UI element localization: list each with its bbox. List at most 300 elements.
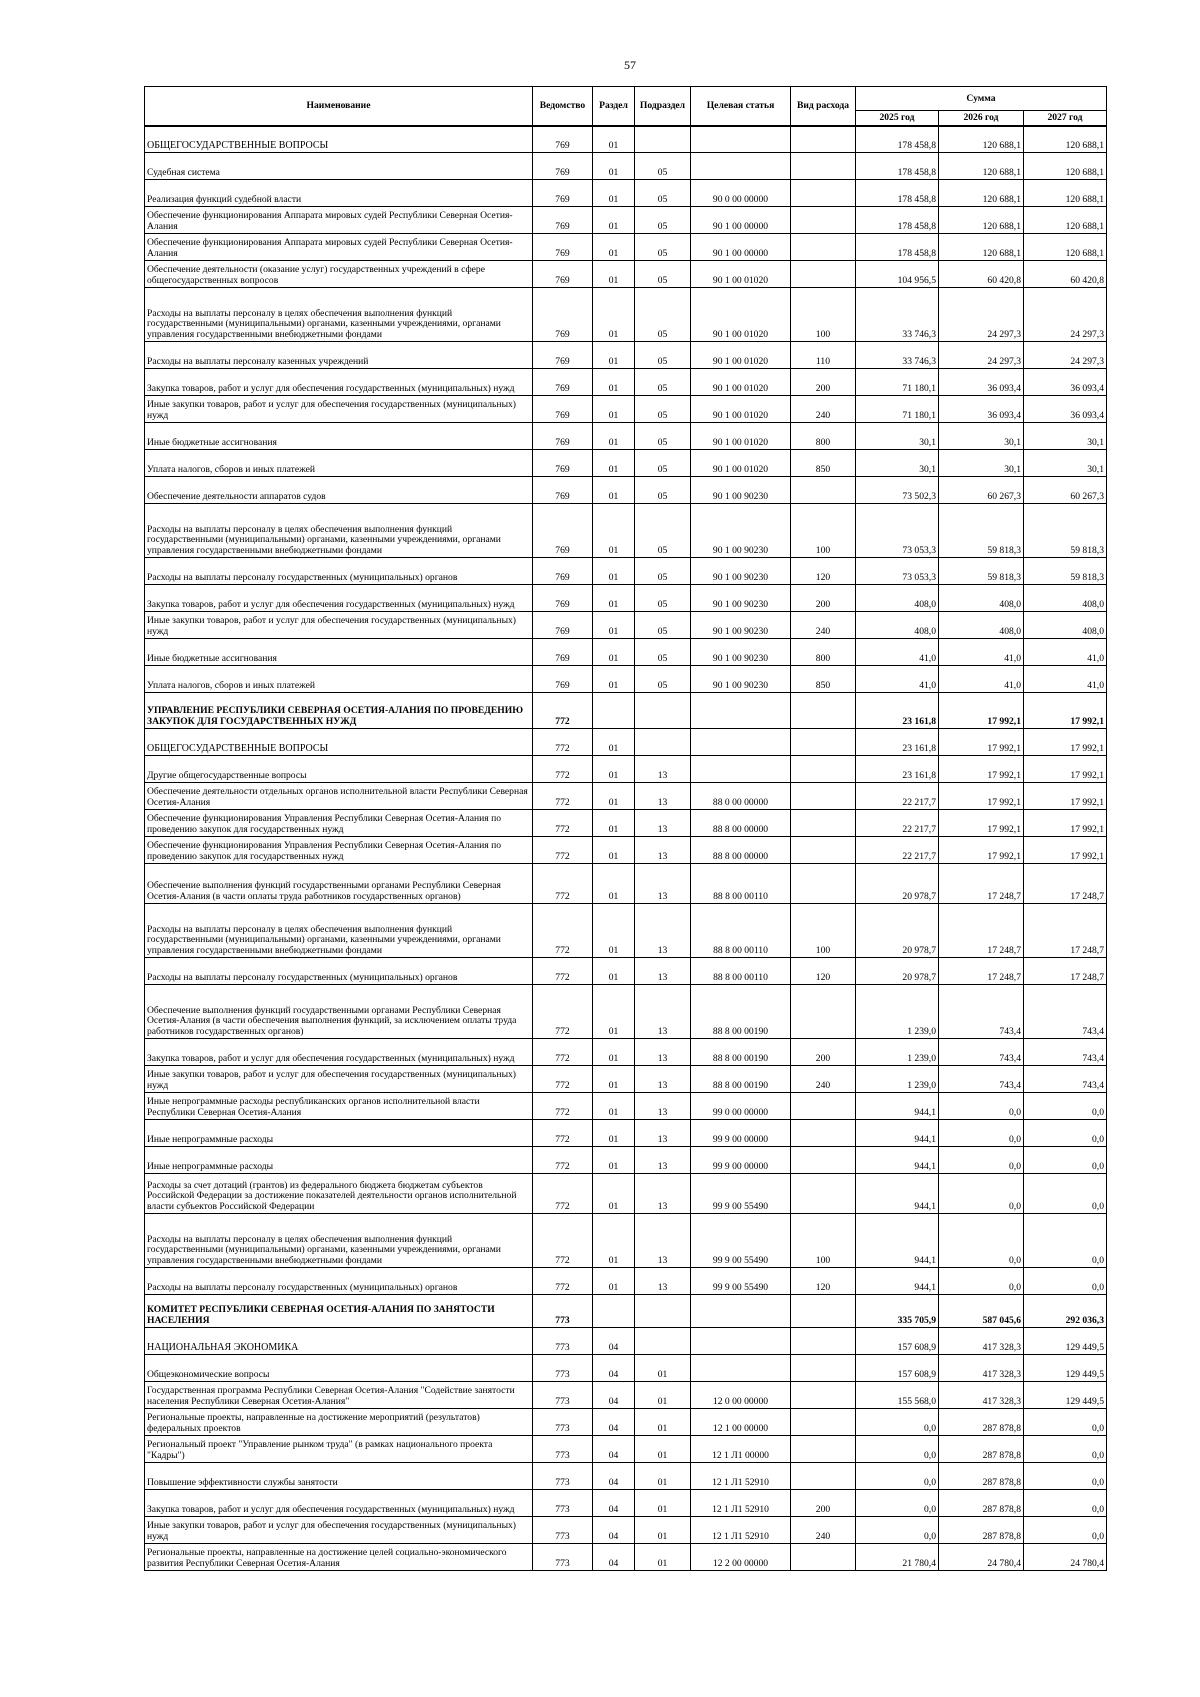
row-amount-2025: 23 161,8 [856,729,939,756]
row-name: Уплата налогов, сборов и иных платежей [145,450,533,477]
row-dept: 773 [533,1490,593,1517]
row-amount-2026: 587 045,6 [939,1295,1024,1328]
row-name: Иные закупки товаров, работ и услуг для обеспечения государственных (муниципальных) нужд [145,1517,533,1544]
table-row [145,1490,1107,1517]
row-amount-2027: 30,1 [1024,450,1107,477]
row-amount-2027: 292 036,3 [1024,1295,1107,1328]
table-row [145,756,1107,783]
row-amount-2025: 22 217,7 [856,810,939,837]
row-amount-2027: 17 248,7 [1024,864,1107,904]
row-amount-2027: 60 420,8 [1024,261,1107,288]
row-amount-2025: 20 978,7 [856,958,939,985]
row-subsection: 13 [635,1093,691,1120]
row-target: 12 2 00 00000 [691,1544,791,1571]
row-dept: 773 [533,1295,593,1328]
row-subsection: 05 [635,234,691,261]
table-row [145,585,1107,612]
row-subsection: 05 [635,450,691,477]
row-amount-2025: 944,1 [856,1093,939,1120]
table-row [145,1120,1107,1147]
row-amount-2025: 22 217,7 [856,837,939,864]
row-expense-type: 800 [791,423,856,450]
table-body [145,126,1107,1571]
row-expense-type [791,1295,856,1328]
row-section: 01 [593,234,635,261]
row-amount-2026: 41,0 [939,666,1024,693]
row-section: 01 [593,1174,635,1214]
header-section: Раздел [593,87,635,126]
row-amount-2027: 0,0 [1024,1214,1107,1268]
row-amount-2027: 743,4 [1024,1066,1107,1093]
row-name: Закупка товаров, работ и услуг для обеспечения государственных (муниципальных) нужд [145,585,533,612]
row-amount-2025: 944,1 [856,1120,939,1147]
row-amount-2025: 944,1 [856,1174,939,1214]
row-target: 90 1 00 01020 [691,450,791,477]
row-amount-2026: 17 992,1 [939,693,1024,729]
row-target: 99 9 00 00000 [691,1120,791,1147]
table-row [145,1295,1107,1328]
row-amount-2026: 408,0 [939,585,1024,612]
row-dept: 769 [533,585,593,612]
row-target: 99 9 00 00000 [691,1147,791,1174]
row-subsection: 01 [635,1355,691,1382]
row-dept: 772 [533,1066,593,1093]
row-amount-2025: 22 217,7 [856,783,939,810]
row-amount-2025: 0,0 [856,1517,939,1544]
header-dept: Ведомство [533,87,593,126]
row-amount-2025: 30,1 [856,423,939,450]
row-expense-type [791,126,856,153]
table-row [145,288,1107,342]
row-expense-type: 100 [791,504,856,558]
row-section: 01 [593,1093,635,1120]
row-subsection: 05 [635,666,691,693]
row-target: 88 8 00 00000 [691,810,791,837]
table-row [145,126,1107,153]
row-amount-2025: 178 458,8 [856,207,939,234]
row-subsection: 05 [635,558,691,585]
header-sum: Сумма [856,87,1107,111]
row-expense-type: 800 [791,639,856,666]
row-target: 12 1 Л1 52910 [691,1463,791,1490]
row-name: Расходы на выплаты персоналу в целях обеспечения выполнения функций государственными (муниципальными) органами, казенными учреждениями, органами управления государственными внебюджетными фондами [145,1214,533,1268]
row-amount-2025: 23 161,8 [856,756,939,783]
table-row [145,729,1107,756]
row-name: Закупка товаров, работ и услуг для обеспечения государственных (муниципальных) нужд [145,1490,533,1517]
row-subsection: 13 [635,1066,691,1093]
row-expense-type [791,756,856,783]
row-name: НАЦИОНАЛЬНАЯ ЭКОНОМИКА [145,1328,533,1355]
row-name: Закупка товаров, работ и услуг для обеспечения государственных (муниципальных) нужд [145,1039,533,1066]
row-target [691,1328,791,1355]
row-amount-2027: 0,0 [1024,1409,1107,1436]
row-name: Иные закупки товаров, работ и услуг для обеспечения государственных (муниципальных) нужд [145,1066,533,1093]
row-subsection: 13 [635,904,691,958]
row-section: 01 [593,153,635,180]
row-target: 90 1 00 00000 [691,234,791,261]
table-row [145,369,1107,396]
row-target: 90 1 00 01020 [691,288,791,342]
row-amount-2027: 17 992,1 [1024,837,1107,864]
row-amount-2026: 417 328,3 [939,1355,1024,1382]
row-expense-type: 850 [791,666,856,693]
row-section: 04 [593,1409,635,1436]
row-subsection: 05 [635,423,691,450]
row-amount-2025: 408,0 [856,612,939,639]
row-amount-2026: 287 878,8 [939,1409,1024,1436]
row-amount-2025: 104 956,5 [856,261,939,288]
table-row [145,558,1107,585]
header-2027: 2027 год [1024,111,1107,126]
row-amount-2027: 0,0 [1024,1490,1107,1517]
row-amount-2025: 944,1 [856,1268,939,1295]
table-row [145,693,1107,729]
row-amount-2027: 743,4 [1024,1039,1107,1066]
row-subsection: 01 [635,1436,691,1463]
row-amount-2027: 120 688,1 [1024,180,1107,207]
row-expense-type [791,180,856,207]
row-subsection: 01 [635,1382,691,1409]
row-expense-type: 200 [791,369,856,396]
row-amount-2025: 1 239,0 [856,1066,939,1093]
row-amount-2026: 59 818,3 [939,558,1024,585]
row-name: Иные закупки товаров, работ и услуг для обеспечения государственных (муниципальных) нужд [145,396,533,423]
row-section: 01 [593,639,635,666]
row-expense-type [791,234,856,261]
row-amount-2027: 120 688,1 [1024,126,1107,153]
row-subsection: 01 [635,1409,691,1436]
row-target: 99 9 00 55490 [691,1214,791,1268]
row-amount-2025: 178 458,8 [856,234,939,261]
row-amount-2027: 17 992,1 [1024,729,1107,756]
row-target [691,693,791,729]
row-name: Расходы на выплаты персоналу государственных (муниципальных) органов [145,1268,533,1295]
row-amount-2025: 20 978,7 [856,864,939,904]
row-target: 90 1 00 90230 [691,504,791,558]
row-dept: 769 [533,126,593,153]
row-name: Обеспечение функционирования Управления Республики Северная Осетия-Алания по проведению закупок для государственных нужд [145,810,533,837]
row-expense-type [791,1120,856,1147]
row-target: 12 1 Л1 00000 [691,1436,791,1463]
row-expense-type: 100 [791,288,856,342]
row-subsection: 05 [635,342,691,369]
row-amount-2026: 743,4 [939,1066,1024,1093]
row-name: Реализация функций судебной власти [145,180,533,207]
row-amount-2026: 287 878,8 [939,1436,1024,1463]
row-section: 01 [593,864,635,904]
row-name: Расходы на выплаты персоналу государственных (муниципальных) органов [145,958,533,985]
row-amount-2026: 0,0 [939,1147,1024,1174]
row-section: 01 [593,369,635,396]
row-amount-2026: 30,1 [939,450,1024,477]
row-target: 88 8 00 00000 [691,837,791,864]
row-subsection: 13 [635,1120,691,1147]
row-section [593,1295,635,1328]
table-row [145,837,1107,864]
row-target [691,1295,791,1328]
row-section: 01 [593,666,635,693]
row-target: 90 1 00 90230 [691,585,791,612]
row-amount-2026: 287 878,8 [939,1463,1024,1490]
row-target: 88 8 00 00110 [691,904,791,958]
row-section: 01 [593,1120,635,1147]
row-dept: 772 [533,1147,593,1174]
row-target: 88 8 00 00190 [691,1066,791,1093]
row-amount-2025: 1 239,0 [856,1039,939,1066]
row-dept: 772 [533,1093,593,1120]
row-expense-type [791,693,856,729]
table-row [145,1382,1107,1409]
row-name: Иные бюджетные ассигнования [145,423,533,450]
row-amount-2026: 24 297,3 [939,342,1024,369]
row-amount-2027: 24 297,3 [1024,342,1107,369]
table-row [145,477,1107,504]
row-amount-2026: 41,0 [939,639,1024,666]
row-amount-2027: 0,0 [1024,1174,1107,1214]
row-name: Обеспечение деятельности отдельных органов исполнительной власти Республики Северная Осетия-Алания [145,783,533,810]
row-subsection [635,1328,691,1355]
row-amount-2027: 17 248,7 [1024,958,1107,985]
row-dept: 772 [533,810,593,837]
row-amount-2027: 30,1 [1024,423,1107,450]
row-target: 90 1 00 01020 [691,261,791,288]
row-amount-2026: 17 992,1 [939,810,1024,837]
row-target: 90 1 00 00000 [691,207,791,234]
row-amount-2025: 21 780,4 [856,1544,939,1571]
table-row [145,1268,1107,1295]
row-expense-type [791,864,856,904]
row-subsection: 05 [635,180,691,207]
row-amount-2026: 120 688,1 [939,207,1024,234]
row-name: Расходы на выплаты персоналу в целях обеспечения выполнения функций государственными (муниципальными) органами, казенными учреждениями, органами управления государственными внебюджетными фондами [145,288,533,342]
row-amount-2027: 24 297,3 [1024,288,1107,342]
row-name: Региональный проект "Управление рынком труда" (в рамках национального проекта "Кадры") [145,1436,533,1463]
row-subsection: 01 [635,1544,691,1571]
row-expense-type: 240 [791,1066,856,1093]
row-dept: 769 [533,639,593,666]
row-expense-type [791,1174,856,1214]
row-section: 01 [593,783,635,810]
row-amount-2027: 36 093,4 [1024,396,1107,423]
row-subsection: 05 [635,207,691,234]
row-amount-2027: 59 818,3 [1024,558,1107,585]
row-subsection: 13 [635,1039,691,1066]
row-section: 04 [593,1490,635,1517]
row-expense-type [791,1544,856,1571]
row-subsection: 13 [635,783,691,810]
row-amount-2025: 178 458,8 [856,153,939,180]
row-section: 01 [593,261,635,288]
row-dept: 772 [533,693,593,729]
row-target: 12 1 Л1 52910 [691,1490,791,1517]
row-name: Уплата налогов, сборов и иных платежей [145,666,533,693]
row-expense-type: 240 [791,1517,856,1544]
row-dept: 769 [533,153,593,180]
page-number: 57 [624,58,636,72]
table-row [145,450,1107,477]
row-amount-2027: 17 248,7 [1024,904,1107,958]
row-subsection: 05 [635,369,691,396]
row-dept: 772 [533,1214,593,1268]
row-amount-2027: 60 267,3 [1024,477,1107,504]
row-dept: 772 [533,1039,593,1066]
row-section: 01 [593,810,635,837]
row-amount-2027: 0,0 [1024,1436,1107,1463]
row-section: 04 [593,1436,635,1463]
row-target [691,756,791,783]
row-section: 04 [593,1517,635,1544]
row-amount-2026: 417 328,3 [939,1328,1024,1355]
row-name: КОМИТЕТ РЕСПУБЛИКИ СЕВЕРНАЯ ОСЕТИЯ-АЛАНИЯ ПО ЗАНЯТОСТИ НАСЕЛЕНИЯ [145,1295,533,1328]
row-dept: 769 [533,423,593,450]
row-name: Другие общегосударственные вопросы [145,756,533,783]
row-dept: 773 [533,1355,593,1382]
row-target: 12 0 00 00000 [691,1382,791,1409]
row-amount-2026: 17 992,1 [939,783,1024,810]
row-name: ОБЩЕГОСУДАРСТВЕННЫЕ ВОПРОСЫ [145,729,533,756]
row-amount-2027: 17 992,1 [1024,693,1107,729]
row-section: 04 [593,1328,635,1355]
row-name: Обеспечение выполнения функций государственными органами Республики Северная Осетия-Алания (в части обеспечения выполнения функций, за исключением оплаты труда работников государственных органов) [145,985,533,1039]
row-target: 90 1 00 01020 [691,423,791,450]
row-name: Иные непрограммные расходы [145,1120,533,1147]
row-subsection: 05 [635,612,691,639]
row-subsection: 13 [635,1268,691,1295]
header-2025: 2025 год [856,111,939,126]
table-row [145,1328,1107,1355]
row-expense-type: 240 [791,612,856,639]
row-amount-2025: 178 458,8 [856,126,939,153]
row-amount-2025: 335 705,9 [856,1295,939,1328]
row-dept: 772 [533,837,593,864]
row-section: 04 [593,1355,635,1382]
row-name: Иные непрограммные расходы республиканских органов исполнительной власти Республики Северная Осетия-Алания [145,1093,533,1120]
row-section: 01 [593,450,635,477]
row-expense-type [791,1409,856,1436]
row-amount-2026: 17 248,7 [939,904,1024,958]
row-amount-2025: 0,0 [856,1436,939,1463]
row-amount-2025: 178 458,8 [856,180,939,207]
row-section: 04 [593,1544,635,1571]
row-target: 90 1 00 01020 [691,342,791,369]
row-target: 88 8 00 00190 [691,1039,791,1066]
row-amount-2027: 408,0 [1024,585,1107,612]
table-row [145,396,1107,423]
row-section: 01 [593,558,635,585]
row-name: Расходы за счет дотаций (грантов) из федерального бюджета бюджетам субъектов Российской Федерации за достижение показателей деятельности органов исполнительной власти субъектов Российской Федерации [145,1174,533,1214]
row-section: 01 [593,1039,635,1066]
row-section: 01 [593,1147,635,1174]
table-row [145,342,1107,369]
row-section: 01 [593,477,635,504]
row-amount-2026: 60 420,8 [939,261,1024,288]
row-expense-type: 200 [791,585,856,612]
row-amount-2027: 17 992,1 [1024,756,1107,783]
row-target: 90 1 00 01020 [691,396,791,423]
row-expense-type: 200 [791,1490,856,1517]
table-row [145,612,1107,639]
row-amount-2027: 41,0 [1024,666,1107,693]
row-name: Региональные проекты, направленные на достижение мероприятий (результатов) федеральных проектов [145,1409,533,1436]
row-target [691,729,791,756]
row-target: 90 0 00 00000 [691,180,791,207]
row-expense-type: 100 [791,904,856,958]
row-dept: 773 [533,1517,593,1544]
row-amount-2026: 30,1 [939,423,1024,450]
row-subsection [635,729,691,756]
row-section: 01 [593,1214,635,1268]
row-dept: 772 [533,729,593,756]
row-amount-2027: 0,0 [1024,1517,1107,1544]
table-row [145,783,1107,810]
row-dept: 769 [533,288,593,342]
row-subsection: 05 [635,261,691,288]
row-expense-type [791,1463,856,1490]
row-subsection: 05 [635,477,691,504]
row-amount-2027: 41,0 [1024,639,1107,666]
row-expense-type [791,1147,856,1174]
row-amount-2026: 743,4 [939,1039,1024,1066]
row-amount-2027: 408,0 [1024,612,1107,639]
row-expense-type: 200 [791,1039,856,1066]
row-amount-2025: 73 053,3 [856,558,939,585]
row-dept: 773 [533,1463,593,1490]
row-target: 90 1 00 90230 [691,477,791,504]
row-dept: 772 [533,783,593,810]
row-expense-type [791,1436,856,1463]
row-name: Повышение эффективности службы занятости [145,1463,533,1490]
row-subsection [635,126,691,153]
row-amount-2027: 17 992,1 [1024,783,1107,810]
row-subsection: 13 [635,1214,691,1268]
row-amount-2026: 17 248,7 [939,958,1024,985]
row-name: Иные непрограммные расходы [145,1147,533,1174]
row-section: 01 [593,423,635,450]
row-amount-2025: 41,0 [856,639,939,666]
row-section: 01 [593,396,635,423]
row-section: 01 [593,126,635,153]
row-subsection: 13 [635,810,691,837]
row-expense-type [791,1093,856,1120]
row-amount-2026: 36 093,4 [939,369,1024,396]
row-expense-type: 240 [791,396,856,423]
row-dept: 773 [533,1409,593,1436]
row-target: 90 1 00 90230 [691,666,791,693]
row-name: Обеспечение функционирования Аппарата мировых судей Республики Северная Осетия-Алания [145,207,533,234]
row-expense-type [791,261,856,288]
row-amount-2025: 0,0 [856,1490,939,1517]
row-amount-2026: 24 297,3 [939,288,1024,342]
row-amount-2026: 120 688,1 [939,234,1024,261]
row-amount-2026: 120 688,1 [939,180,1024,207]
row-amount-2026: 0,0 [939,1120,1024,1147]
header-target: Целевая статья [691,87,791,126]
table-row [145,423,1107,450]
row-dept: 769 [533,261,593,288]
row-subsection: 05 [635,504,691,558]
table-row [145,904,1107,958]
row-target [691,1355,791,1382]
row-amount-2027: 17 992,1 [1024,810,1107,837]
row-amount-2026: 17 992,1 [939,837,1024,864]
table-row [145,958,1107,985]
row-amount-2025: 408,0 [856,585,939,612]
row-target: 90 1 00 01020 [691,369,791,396]
row-subsection: 05 [635,396,691,423]
table-row [145,180,1107,207]
row-amount-2027: 129 449,5 [1024,1382,1107,1409]
row-target: 99 9 00 55490 [691,1268,791,1295]
